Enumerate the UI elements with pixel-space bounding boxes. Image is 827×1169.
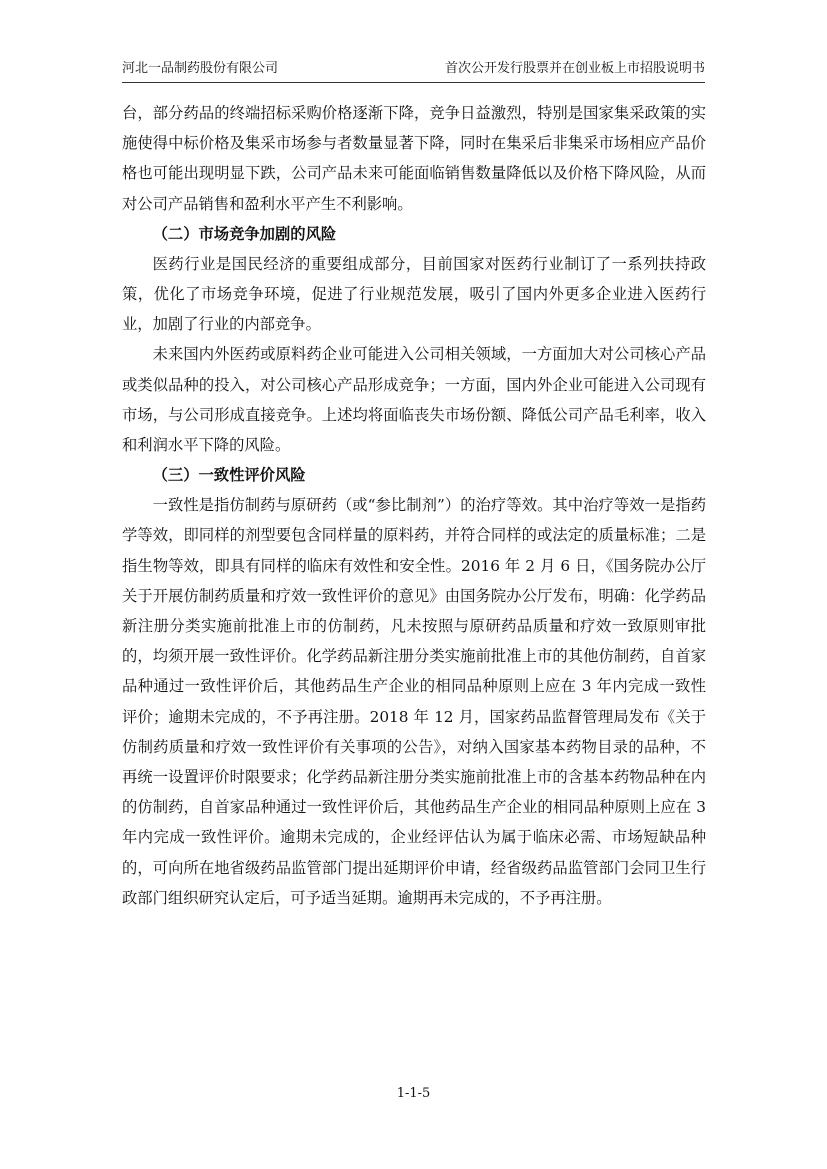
paragraph-pharma-industry: 医药行业是国民经济的重要组成部分，目前国家对医药行业制订了一系列扶持政策，优化了市场竞争环境，促进了行业规范发展，吸引了国内外更多企业进入医药行业，加剧了行业的内部竞争。 (122, 254, 706, 334)
paragraph-continued: 台，部分药品的终端招标采购价格逐渐下降，竞争日益激烈，特别是国家集采政策的实施使得中标价格及集采市场参与者数量显著下降，同时在集采后非集采市场相应产品价格也可能出现明显下跌，公司产品未来可能面临销售数量降低以及价格下降风险，从而对公司产品销售和盈利水平产生不利影响。 (122, 104, 706, 213)
paragraph-consistency-evaluation: 一致性是指仿制药与原研药（或“参比制剂”）的治疗等效。其中治疗等效一是指药学等效，即同样的剂型要包含同样量的原料药，并符合同样的或法定的质量标准；二是指生物等效，即具有同样的临床有效性和安全性。2016 年 2 月 6 日，《国务院办公厅关于开展仿制药质量和疗效一致性评价的意见》由国务院办公厅发布，明确：化学药品新注册分类实施前批准上市的仿制药，凡未按照与原研药品质量和疗效一致原则审批的，均须开展一致性评价。化学药品新注册分类实施前批准上市的其他仿制药，自首家品种通过一致性评价后，其他药品生产企业的相同品种原则上应在 3 年内完成一致性评价；逾期未完成的，不予再注册。2018 年 12 月，国家药品监督管理局发布《关于仿制药质量和疗效一致性评价有关事项的公告》，对纳入国家基本药物目录的品种，不再统一设置评价时限要求；化学药品新注册分类实施前批准上市的含基本药物品种在内的仿制药，自首家品种通过一致性评价后，其他药品生产企业的相同品种原则上应在 3 年内完成一致性评价。逾期未完成的，企业经评估认为属于临床必需、市场短缺品种的，可向所在地省级药品监管部门提出延期评价申请，经省级药品监管部门会同卫生行政部门组织研究认定后，可予适当延期。逾期再未完成的，不予再注册。 (122, 496, 706, 907)
page-number: 1-1-5 (396, 1086, 431, 1101)
section-heading-consistency-evaluation: （三）一致性评价风险 (152, 466, 306, 485)
section-heading-market-competition: （二）市场竞争加剧的风险 (152, 224, 337, 243)
header-document-title: 首次公开发行股票并在创业板上市招股说明书 (444, 61, 705, 76)
paragraph-future-competition: 未来国内外医药或原料药企业可能进入公司相关领域，一方面加大对公司核心产品或类似品种的投入，对公司核心产品形成竞争；一方面，国内外企业可能进入公司现有市场，与公司形成直接竞争。上述均将面临丧失市场份额、降低公司产品毛利率，收入和利润水平下降的风险。 (122, 345, 706, 455)
page-header (122, 60, 705, 83)
page-body (122, 98, 706, 913)
header-company-name: 河北一品制药股份有限公司 (122, 61, 279, 76)
